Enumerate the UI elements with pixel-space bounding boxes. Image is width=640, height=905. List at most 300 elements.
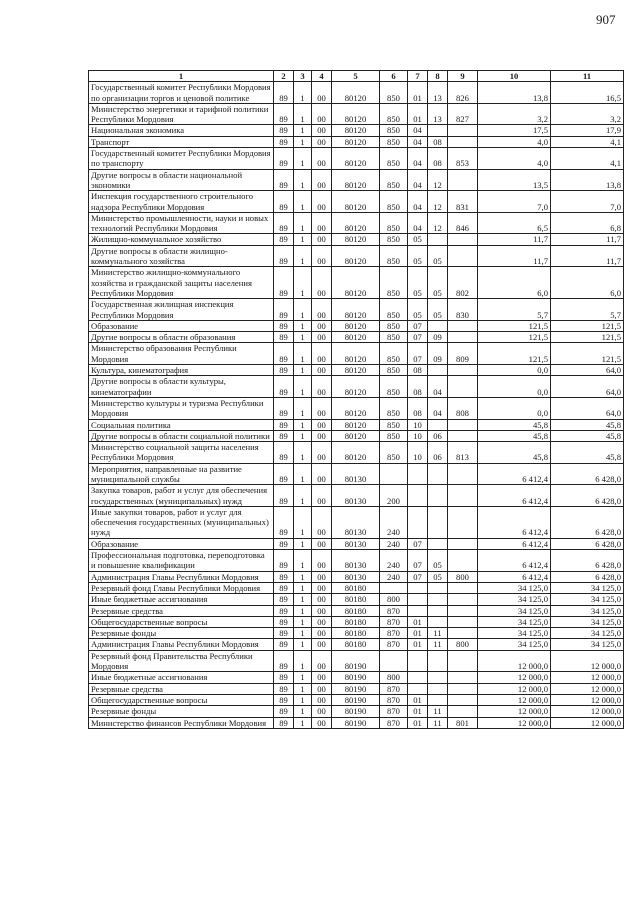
amount-cell: 45,8 (551, 442, 624, 464)
code-cell: 10 (408, 419, 428, 430)
code-cell: 00 (312, 365, 332, 376)
amount-cell: 12 000,0 (551, 717, 624, 728)
amount-cell: 121,5 (551, 343, 624, 365)
code-cell: 850 (380, 419, 408, 430)
code-cell: 00 (312, 234, 332, 245)
row-name-cell: Национальная экономика (89, 125, 274, 136)
code-cell (428, 320, 448, 331)
amount-cell: 121,5 (478, 343, 551, 365)
code-cell: 80120 (332, 267, 380, 299)
code-cell: 07 (408, 320, 428, 331)
code-cell: 07 (408, 343, 428, 365)
code-cell: 808 (448, 397, 478, 419)
budget-table (88, 70, 624, 729)
code-cell: 06 (428, 430, 448, 441)
code-cell: 89 (274, 343, 294, 365)
amount-cell: 0,0 (478, 365, 551, 376)
code-cell (428, 582, 448, 593)
code-cell: 05 (428, 550, 448, 572)
amount-cell: 121,5 (551, 332, 624, 343)
code-cell: 04 (408, 169, 428, 191)
code-cell: 80130 (332, 571, 380, 582)
code-cell: 00 (312, 267, 332, 299)
table-row (89, 419, 624, 430)
code-cell: 04 (408, 212, 428, 234)
code-cell (448, 419, 478, 430)
amount-cell: 34 125,0 (551, 605, 624, 616)
code-cell: 1 (294, 571, 312, 582)
code-cell: 00 (312, 672, 332, 683)
amount-cell: 34 125,0 (478, 639, 551, 650)
code-cell: 00 (312, 582, 332, 593)
row-name-cell: Министерство энергетики и тарифной политики Республики Мордовия (89, 103, 274, 125)
row-name-cell: Образование (89, 320, 274, 331)
code-cell: 850 (380, 442, 408, 464)
code-cell: 870 (380, 683, 408, 694)
code-cell: 08 (428, 136, 448, 147)
table-row (89, 550, 624, 572)
amount-cell: 121,5 (478, 332, 551, 343)
table-row (89, 365, 624, 376)
code-cell: 80130 (332, 485, 380, 507)
code-cell: 89 (274, 148, 294, 170)
row-name-cell: Министерство жилищно-коммунального хозяйства и гражданской защиты населения Республики Мордовия (89, 267, 274, 299)
code-cell: 80120 (332, 442, 380, 464)
code-cell: 801 (448, 717, 478, 728)
code-cell: 240 (380, 571, 408, 582)
code-cell: 802 (448, 267, 478, 299)
code-cell: 1 (294, 650, 312, 672)
amount-cell: 6 412,4 (478, 538, 551, 549)
code-cell: 850 (380, 343, 408, 365)
code-cell: 80120 (332, 245, 380, 267)
amount-cell: 45,8 (478, 430, 551, 441)
code-cell: 00 (312, 103, 332, 125)
code-cell: 853 (448, 148, 478, 170)
code-cell: 08 (428, 148, 448, 170)
code-cell: 89 (274, 694, 294, 705)
code-cell (448, 706, 478, 717)
code-cell (428, 506, 448, 538)
table-row (89, 628, 624, 639)
code-cell: 850 (380, 136, 408, 147)
code-cell: 1 (294, 616, 312, 627)
code-cell: 89 (274, 616, 294, 627)
code-cell: 00 (312, 605, 332, 616)
table-row (89, 136, 624, 147)
row-name-cell: Администрация Главы Республики Мордовия (89, 639, 274, 650)
code-cell: 04 (428, 376, 448, 398)
table-row (89, 639, 624, 650)
code-cell: 1 (294, 582, 312, 593)
code-cell: 89 (274, 136, 294, 147)
code-cell (448, 376, 478, 398)
code-cell: 00 (312, 397, 332, 419)
code-cell: 06 (428, 442, 448, 464)
row-name-cell: Общегосударственные вопросы (89, 616, 274, 627)
code-cell (448, 594, 478, 605)
code-cell: 00 (312, 639, 332, 650)
code-cell: 00 (312, 683, 332, 694)
code-cell: 89 (274, 628, 294, 639)
row-name-cell: Министерство образования Республики Мордовия (89, 343, 274, 365)
amount-cell: 64,0 (551, 365, 624, 376)
code-cell: 89 (274, 706, 294, 717)
row-name-cell: Резервный фонд Главы Республики Мордовия (89, 582, 274, 593)
code-cell: 01 (408, 694, 428, 705)
code-cell: 00 (312, 485, 332, 507)
code-cell: 89 (274, 550, 294, 572)
column-header: 3 (294, 71, 312, 82)
code-cell: 850 (380, 82, 408, 104)
amount-cell: 6 428,0 (551, 463, 624, 485)
code-cell: 08 (408, 397, 428, 419)
code-cell (428, 419, 448, 430)
code-cell: 89 (274, 717, 294, 728)
code-cell (428, 616, 448, 627)
column-header: 11 (551, 71, 624, 82)
code-cell (428, 485, 448, 507)
code-cell: 11 (428, 639, 448, 650)
code-cell: 800 (448, 639, 478, 650)
code-cell: 80120 (332, 212, 380, 234)
amount-cell: 6 412,4 (478, 571, 551, 582)
amount-cell: 64,0 (551, 397, 624, 419)
amount-cell: 12 000,0 (551, 683, 624, 694)
code-cell: 80180 (332, 639, 380, 650)
table-row (89, 245, 624, 267)
code-cell: 89 (274, 212, 294, 234)
code-cell: 80120 (332, 365, 380, 376)
table-row (89, 332, 624, 343)
code-cell (428, 125, 448, 136)
row-name-cell: Мероприятия, направленные на развитие муниципальной службы (89, 463, 274, 485)
amount-cell: 13,8 (551, 169, 624, 191)
amount-cell: 12 000,0 (551, 706, 624, 717)
code-cell (380, 463, 408, 485)
amount-cell: 6 412,4 (478, 506, 551, 538)
code-cell (448, 694, 478, 705)
code-cell: 1 (294, 485, 312, 507)
amount-cell: 34 125,0 (551, 628, 624, 639)
row-name-cell: Министерство культуры и туризма Республики Мордовия (89, 397, 274, 419)
code-cell: 1 (294, 169, 312, 191)
code-cell: 89 (274, 125, 294, 136)
code-cell: 00 (312, 717, 332, 728)
code-cell: 1 (294, 706, 312, 717)
code-cell: 05 (408, 267, 428, 299)
code-cell: 827 (448, 103, 478, 125)
amount-cell: 12 000,0 (478, 672, 551, 683)
column-header: 6 (380, 71, 408, 82)
code-cell: 89 (274, 463, 294, 485)
row-name-cell: Резервные средства (89, 683, 274, 694)
code-cell: 80190 (332, 683, 380, 694)
amount-cell: 13,5 (478, 169, 551, 191)
code-cell: 1 (294, 430, 312, 441)
code-cell: 80190 (332, 717, 380, 728)
amount-cell: 34 125,0 (551, 582, 624, 593)
code-cell: 80190 (332, 694, 380, 705)
amount-cell: 17,5 (478, 125, 551, 136)
table-row (89, 267, 624, 299)
amount-cell: 7,0 (551, 191, 624, 213)
code-cell: 00 (312, 245, 332, 267)
code-cell (408, 463, 428, 485)
row-name-cell: Образование (89, 538, 274, 549)
code-cell: 89 (274, 485, 294, 507)
code-cell: 850 (380, 169, 408, 191)
table-row (89, 103, 624, 125)
code-cell: 80120 (332, 419, 380, 430)
amount-cell: 12 000,0 (551, 694, 624, 705)
code-cell: 89 (274, 594, 294, 605)
code-cell: 870 (380, 694, 408, 705)
code-cell: 00 (312, 594, 332, 605)
row-name-cell: Государственный комитет Республики Мордовия по организации торгов и ценовой политике (89, 82, 274, 104)
code-cell: 10 (408, 442, 428, 464)
table-row (89, 191, 624, 213)
table-row (89, 616, 624, 627)
code-cell: 1 (294, 538, 312, 549)
amount-cell: 34 125,0 (478, 616, 551, 627)
table-row (89, 463, 624, 485)
row-name-cell: Другие вопросы в области культуры, кинематографии (89, 376, 274, 398)
code-cell: 850 (380, 299, 408, 321)
row-name-cell: Другие вопросы в области жилищно-коммунального хозяйства (89, 245, 274, 267)
amount-cell: 6 428,0 (551, 538, 624, 549)
row-name-cell: Министерство промышленности, науки и новых технологий Республики Мордовия (89, 212, 274, 234)
code-cell: 850 (380, 397, 408, 419)
row-name-cell: Жилищно-коммунальное хозяйство (89, 234, 274, 245)
code-cell: 1 (294, 550, 312, 572)
code-cell: 05 (408, 245, 428, 267)
amount-cell: 4,0 (478, 136, 551, 147)
code-cell (380, 650, 408, 672)
code-cell (428, 365, 448, 376)
amount-cell: 4,1 (551, 136, 624, 147)
table-row (89, 694, 624, 705)
code-cell: 1 (294, 717, 312, 728)
code-cell: 00 (312, 82, 332, 104)
code-cell: 1 (294, 212, 312, 234)
code-cell: 1 (294, 419, 312, 430)
code-cell: 04 (408, 191, 428, 213)
amount-cell: 34 125,0 (478, 605, 551, 616)
code-cell: 850 (380, 245, 408, 267)
code-cell: 04 (408, 148, 428, 170)
code-cell: 05 (428, 267, 448, 299)
code-cell: 89 (274, 299, 294, 321)
code-cell: 00 (312, 191, 332, 213)
amount-cell: 34 125,0 (478, 628, 551, 639)
row-name-cell: Культура, кинематография (89, 365, 274, 376)
code-cell (428, 234, 448, 245)
row-name-cell: Общегосударственные вопросы (89, 694, 274, 705)
amount-cell: 34 125,0 (478, 582, 551, 593)
code-cell (408, 582, 428, 593)
code-cell: 05 (428, 299, 448, 321)
code-cell: 00 (312, 320, 332, 331)
column-header: 9 (448, 71, 478, 82)
table-row (89, 594, 624, 605)
code-cell: 1 (294, 376, 312, 398)
table-row (89, 672, 624, 683)
code-cell: 89 (274, 683, 294, 694)
table-row (89, 683, 624, 694)
code-cell: 1 (294, 343, 312, 365)
code-cell: 89 (274, 234, 294, 245)
table-row (89, 442, 624, 464)
code-cell: 850 (380, 148, 408, 170)
code-cell: 00 (312, 628, 332, 639)
code-cell: 80120 (332, 148, 380, 170)
code-cell (448, 169, 478, 191)
amount-cell: 0,0 (478, 397, 551, 419)
row-name-cell: Профессиональная подготовка, переподготовка и повышение квалификации (89, 550, 274, 572)
amount-cell: 6,8 (551, 212, 624, 234)
code-cell: 80120 (332, 169, 380, 191)
code-cell: 1 (294, 694, 312, 705)
code-cell: 89 (274, 672, 294, 683)
code-cell: 00 (312, 616, 332, 627)
code-cell: 1 (294, 605, 312, 616)
amount-cell: 0,0 (478, 376, 551, 398)
code-cell (428, 594, 448, 605)
code-cell: 13 (428, 82, 448, 104)
code-cell: 11 (428, 717, 448, 728)
code-cell: 00 (312, 169, 332, 191)
row-name-cell: Другие вопросы в области национальной экономики (89, 169, 274, 191)
code-cell: 00 (312, 550, 332, 572)
code-cell (448, 430, 478, 441)
row-name-cell: Государственный комитет Республики Мордовия по транспорту (89, 148, 274, 170)
code-cell: 04 (408, 125, 428, 136)
code-cell: 1 (294, 594, 312, 605)
code-cell: 80120 (332, 320, 380, 331)
code-cell: 80130 (332, 506, 380, 538)
code-cell: 80130 (332, 550, 380, 572)
code-cell: 80120 (332, 191, 380, 213)
code-cell: 89 (274, 397, 294, 419)
code-cell: 05 (428, 571, 448, 582)
code-cell (428, 538, 448, 549)
code-cell: 09 (428, 332, 448, 343)
amount-cell: 12 000,0 (551, 672, 624, 683)
code-cell: 850 (380, 212, 408, 234)
amount-cell: 12 000,0 (478, 650, 551, 672)
row-name-cell: Министерство социальной защиты населения Республики Мордовия (89, 442, 274, 464)
amount-cell: 12 000,0 (478, 706, 551, 717)
code-cell: 1 (294, 267, 312, 299)
column-header: 1 (89, 71, 274, 82)
table-row (89, 605, 624, 616)
table-row (89, 430, 624, 441)
code-cell (448, 506, 478, 538)
code-cell: 01 (408, 616, 428, 627)
code-cell: 1 (294, 320, 312, 331)
code-cell (448, 628, 478, 639)
code-cell: 850 (380, 267, 408, 299)
code-cell: 809 (448, 343, 478, 365)
code-cell: 00 (312, 571, 332, 582)
code-cell: 00 (312, 343, 332, 365)
code-cell (428, 694, 448, 705)
code-cell: 00 (312, 419, 332, 430)
code-cell: 80120 (332, 82, 380, 104)
code-cell: 80180 (332, 594, 380, 605)
code-cell: 89 (274, 376, 294, 398)
code-cell: 08 (408, 376, 428, 398)
code-cell: 870 (380, 706, 408, 717)
table-row (89, 169, 624, 191)
code-cell (408, 594, 428, 605)
code-cell: 80120 (332, 343, 380, 365)
code-cell: 80180 (332, 616, 380, 627)
table-row (89, 485, 624, 507)
code-cell: 89 (274, 365, 294, 376)
code-cell: 1 (294, 299, 312, 321)
code-cell: 831 (448, 191, 478, 213)
amount-cell: 121,5 (551, 320, 624, 331)
code-cell: 05 (408, 234, 428, 245)
row-name-cell: Транспорт (89, 136, 274, 147)
code-cell: 1 (294, 148, 312, 170)
code-cell: 89 (274, 430, 294, 441)
code-cell: 12 (428, 169, 448, 191)
code-cell (408, 485, 428, 507)
code-cell: 850 (380, 332, 408, 343)
code-cell: 01 (408, 103, 428, 125)
code-cell: 05 (428, 245, 448, 267)
code-cell: 07 (408, 332, 428, 343)
code-cell: 12 (428, 191, 448, 213)
code-cell: 1 (294, 639, 312, 650)
code-cell: 00 (312, 148, 332, 170)
code-cell: 240 (380, 550, 408, 572)
row-name-cell: Иные закупки товаров, работ и услуг для обеспечения государственных (муниципальных) нужд (89, 506, 274, 538)
code-cell: 240 (380, 506, 408, 538)
column-header: 2 (274, 71, 294, 82)
code-cell: 80190 (332, 672, 380, 683)
code-cell: 89 (274, 267, 294, 299)
code-cell (380, 582, 408, 593)
code-cell (448, 582, 478, 593)
code-cell: 80130 (332, 463, 380, 485)
code-cell: 80120 (332, 376, 380, 398)
code-cell: 826 (448, 82, 478, 104)
amount-cell: 6 428,0 (551, 550, 624, 572)
amount-cell: 6 428,0 (551, 485, 624, 507)
code-cell: 89 (274, 245, 294, 267)
row-name-cell: Иные бюджетные ассигнования (89, 672, 274, 683)
code-cell: 89 (274, 442, 294, 464)
code-cell: 80180 (332, 628, 380, 639)
amount-cell: 45,8 (551, 419, 624, 430)
amount-cell: 34 125,0 (478, 594, 551, 605)
code-cell: 846 (448, 212, 478, 234)
amount-cell: 11,7 (478, 234, 551, 245)
code-cell: 80120 (332, 125, 380, 136)
code-cell (448, 234, 478, 245)
code-cell (448, 320, 478, 331)
amount-cell: 6 428,0 (551, 571, 624, 582)
code-cell: 89 (274, 191, 294, 213)
code-cell: 00 (312, 650, 332, 672)
row-name-cell: Резервные средства (89, 605, 274, 616)
code-cell: 80120 (332, 332, 380, 343)
code-cell: 07 (408, 571, 428, 582)
